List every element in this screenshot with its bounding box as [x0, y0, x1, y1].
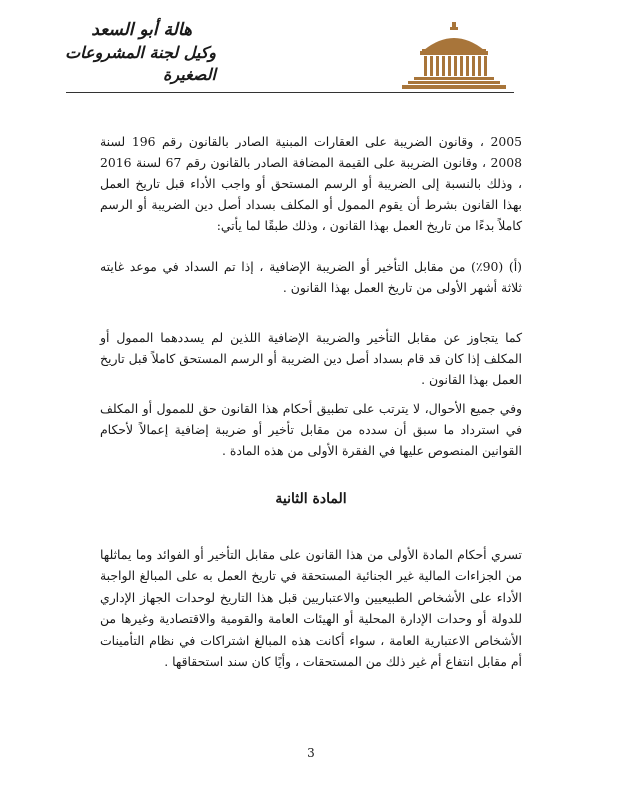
paragraph-4-text: وفي جميع الأحوال، لا يترتب على تطبيق أحكام هذا القانون حق للممول أو المكلف في استرداد ما سبق أن سدده من مقابل تأخير أو ضريبة إضافية إعمالاً لأحكام القوانين المنصوص عليها في الفقرة الأولى من هذه المادة .	[100, 401, 522, 458]
paragraph-5-text: تسري أحكام المادة الأولى من هذا القانون على مقابل التأخير أو الفوائد وما يماثلها من الجزاءات المالية غير الجنائية المستحقة في تاريخ العمل به على المبالغ الواجبة الأداء على الأشخاص الطبيعيين والاعتباريين قبل هذا التاريخ لوحدات الجهاز الإداري للدولة أو وحدات الإدارة المحلية أو الهيئات العامة والقومية والاقتصادية وغيرها من الأشخاص الاعتبارية العامة ، سواء أكانت هذه المبالغ اشتراكات في نظام التأمينات أم مقابل انتفاع أم غير ذلك من المستحقات ، وأيًا كان سند استحقاقها .	[100, 547, 522, 670]
paragraph-4	[100, 398, 522, 461]
parliament-dome-icon	[400, 20, 518, 90]
paragraph-2	[100, 256, 522, 298]
paragraph-1-text: 2005 ، وقانون الضريبة على العقارات المبنية الصادر بالقانون رقم 196 لسنة 2008 ، وقانون الضريبة على القيمة المضافة الصادر بالقانون رقم 67 لسنة 2016 ، وذلك بالنسبة إلى الضريبة أو الرسم المستحق أو واجب الأداء قبل تاريخ العمل بهذا القانون بشرط أن يقوم الممول أو المكلف بسداد أصل دين الضريبة أو الرسم كاملاً بدءًا من تاريخ العمل بهذا القانون ، وذلك طبقًا لما يأتي:	[100, 134, 522, 233]
page-number: 3	[307, 746, 315, 760]
letterhead-name: هالة أبو السعد	[91, 20, 192, 40]
paragraph-3	[100, 327, 522, 390]
letterhead-title: وكيل لجنة المشروعات الصغيرة	[65, 43, 216, 84]
header-divider	[66, 92, 514, 93]
letterhead	[26, 18, 216, 86]
paragraph-2-text: (أ) (90٪) من مقابل التأخير أو الضريبة الإضافية ، إذا تم السداد في موعد غايته ثلاثة أشهر الأولى من تاريخ العمل بهذا القانون .	[100, 259, 522, 295]
paragraph-5	[100, 544, 522, 672]
article-heading: المادة الثانية	[275, 491, 347, 507]
paragraph-1	[100, 131, 522, 236]
paragraph-3-text: كما يتجاوز عن مقابل التأخير والضريبة الإضافية اللذين لم يسددهما الممول أو المكلف إذا كان قد قام بسداد أصل دين الضريبة أو الرسم المستحق كاملاً قبل تاريخ العمل بهذا القانون .	[100, 330, 522, 387]
